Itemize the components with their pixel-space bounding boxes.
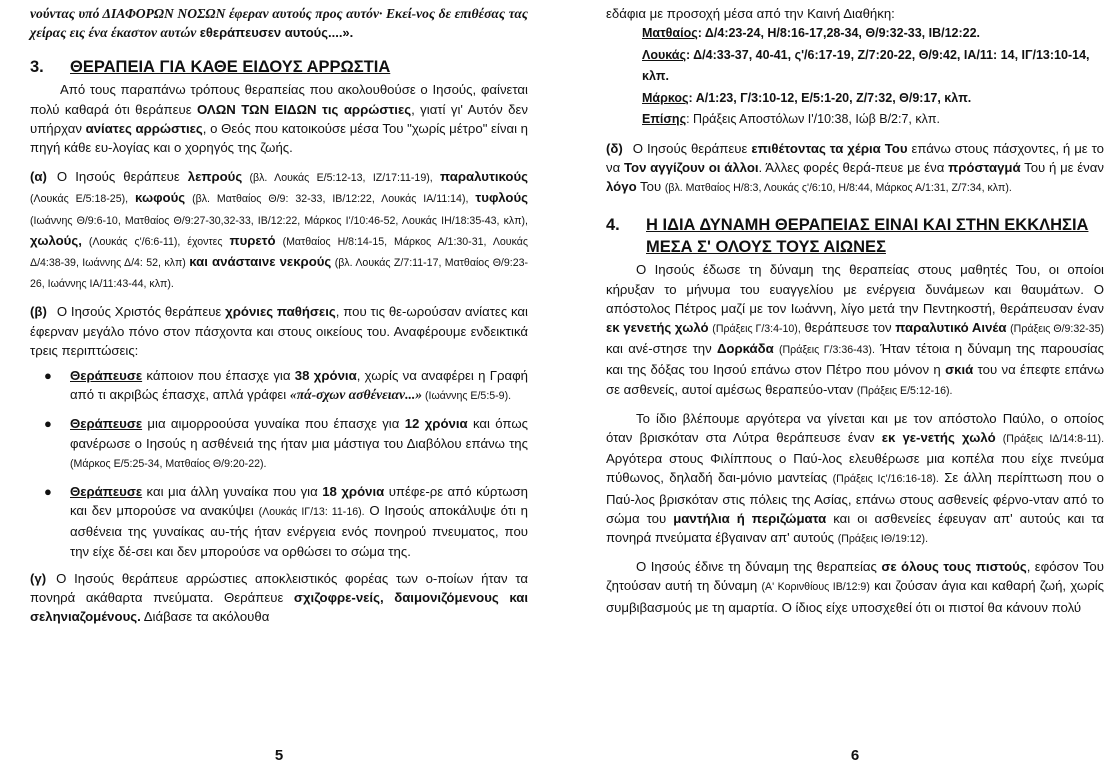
list-item: ● Θεράπευσε και μια άλλη γυναίκα που για 18 χρόνια υπέφε-ρε από κύρτωση και δεν μπορούσε να ανακύψει (Λουκάς ΙΓ/13: 11-16). Ο Ιησούς αποκάλυψε ότι η ασθένεια της γυναίκας αυ-τής ήταν ενέργεια ενός πονηρού πνευματος, που την είχε δέ-σει και δεν μπορούσε να ορθώσει το σώμα της.: [44, 484, 529, 559]
reference-mark: Μάρκος: Α/1:23, Γ/3:10-12, Ε/5:1-20, Ζ/7:32, Θ/9:17, κλπ.: [642, 90, 972, 105]
case-list: [30, 366, 528, 561]
paragraph-c: (γ) Ο Ιησούς θεράπευε αρρώστιες αποκλειστικός φορέας των ο-ποίων ήταν τα πονηρά ακάθαρτα πνεύματα. Θεράπευε σχιζοφρε-νείς, δαιμονιζόμενους και σεληνιαζομένους. Διάβασε τα ακόλουθα: [30, 570, 529, 625]
bullet-icon: ●: [44, 368, 52, 384]
list-item: ● Θεράπευσε μια αιμορροούσα γυναίκα που έπασχε για 12 χρόνια και όπως φανέρωσε ο Ιησούς η ασθένειά της ήταν μια μάστιγα του Διαβόλου επάνω της (Μάρκος Ε/5:25-34, Ματθαίος Θ/9:20-22).: [44, 416, 528, 470]
intro-line: εδάφια με προσοχή μέσα από την Καινή Διαθήκη:: [606, 6, 895, 21]
page-left: [30, 0, 528, 770]
intro-quote: νούντας υπό ΔΙΑΦΟΡΩΝ ΝΟΣΩΝ έφεραν αυτούς προς αυτόν· Εκεί-νος δε επιθέσας τας χείρας εις ένα έκαστον αυτών εθεράπευσεν αυτούς....».: [30, 6, 528, 41]
reference-matthew: Ματθαίος: Δ/4:23-24, Η/8:16-17,28-34, Θ/9:32-33, ΙΒ/12:22.: [642, 26, 981, 41]
page-number: 5: [274, 747, 284, 764]
paragraph: Ο Ιησούς έδινε τη δύναμη της θεραπείας σε όλους τους πιστούς, εφόσον Του ζητούσαν αυτή τη δύναμη (Α' Κορινθίους ΙΒ/12:9) και ζούσαν άγια και καθαρή ζωή, χωρίς συμβιβασμούς με τη αμαρτία. Ο ίδιος είχε υποσχεθεί ότι οι πιστοί θα κάνουν πολύ: [606, 559, 1104, 615]
reference-also: Επίσης: Πράξεις Αποστόλων Ι'/10:38, Ιώβ Β/2:7, κλπ.: [642, 112, 940, 127]
bullet-icon: ●: [44, 484, 52, 500]
paragraph: Από τους παραπάνω τρόπους θεραπείας που ακολουθούσε ο Ιησούς, φαίνεται πολύ καθαρά ότι θεράπευε ΟΛΩΝ ΤΩΝ ΕΙΔΩΝ τις αρρώστιες, γιατί γι' Αυτόν δεν υπήρχαν ανίατες αρρώστιες, ο Θεός που κατοικούσε μέσα Του "χωρίς μέτρο" είναι η πηγή κάθε ευ-λογίας και ο χορηγός της ζωής.: [30, 82, 528, 156]
section-heading-3: 3. ΘΕΡΑΠΕΙΑ ΓΙΑ ΚΑΘΕ ΕΙΔΟΥΣ ΑΡΡΩΣΤΙΑ: [30, 58, 391, 77]
paragraph-b: (β) Ο Ιησούς Χριστός θεράπευε χρόνιες παθήσεις, που τις θε-ωρούσαν ανίατες και έφερναν μεγάλο πόνο στον πάσχοντα και στους οικείους του. Αναφέρουμε ενδεικτικά τρεις περιπτώσεις:: [30, 304, 528, 358]
page-right: [606, 0, 1104, 770]
reference-luke: Λουκάς: Δ/4:33-37, 40-41, ς'/6:17-19, Ζ/7:20-22, Θ/9:42, ΙΑ/11: 14, ΙΓ/13:10-14, κλπ.: [642, 47, 1090, 84]
paragraph-d: (δ) Ο Ιησούς θεράπευε επιθέτοντας τα χέρια Του επάνω στους πάσχοντες, ή με το να Τον αγγίζουν οι άλλοι. Άλλες φορές θερά-πευε με ένα πρόσταγμά Του ή με έναν λόγο Του (βλ. Ματθαίος Η/8:3, Λουκάς ς'/6:10, Η/8:44, Μάρκος Α/1:31, Ζ/7:34, κλπ).: [606, 140, 1104, 195]
list-item: ● Θεράπευσε κάποιον που έπασχε για 38 χρόνια, χωρίς να αναφέρει η Γραφή από τι ακριβώς έπασχε, απλά γράφει «πά-σχων ασθένειαν...» (Ιωάννης Ε/5:5-9).: [44, 368, 528, 403]
page-number: 6: [850, 747, 860, 764]
bullet-icon: ●: [44, 416, 52, 432]
reference-list: [642, 23, 1104, 131]
paragraph: Ο Ιησούς έδωσε τη δύναμη της θεραπείας στους μαθητές Του, οι οποίοι κήρυξαν το μήνυμα του ευαγγελίου με ενέργεια δυνάμεων και θαυμάτων. Ο απόστολος Πέτρος μαζί με τον Ιωάννη, λίγο μετά την Πεντηκοστή, θεράπευσαν έναν εκ γενετής χωλό (Πράξεις Γ/3:4-10), θεράπευσε τον παραλυτικό Αινέα (Πράξεις Θ/9:32-35) και ανέ-στησε την Δορκάδα (Πράξεις Γ/3:36-43). Ήταν τέτοια η δύναμη της παρουσίας και της δόξας του Ιησού επάνω στον Πέτρο που μόνον η σκιά του να έπεφτε επάνω σε ασθενείς, αυτοί αμέσως θεραπεύο-νταν (Πράξεις Ε/5:12-16).: [606, 262, 1104, 397]
paragraph-a: (α) Ο Ιησούς θεράπευε λεπρούς (βλ. Λουκάς Ε/5:12-13, ΙΖ/17:11-19), παραλυτικούς (Λουκάς Ε/5:18-25), κωφούς (βλ. Ματθαίος Θ/9: 32-33, ΙΒ/12:22, Λουκάς ΙΑ/11:14), τυφλούς (Ιωάννης Θ/9:6-10, Ματθαίος Θ/9:27-30,32-33, ΙΒ/12:22, Μάρκος Ι'/10:46-52, Λουκάς ΙΗ/18:35-43, κλπ), χωλούς, (Λουκάς ς'/6:6-11), έχοντες πυρετό (Ματθαίος Η/8:14-15, Μάρκος Α/1:30-31, Λουκάς Δ/4:38-39, Ιωάννης Δ/4: 52, κλπ) και ανάσταινε νεκρούς (βλ. Λουκάς Ζ/7:11-17, Ματθαίος Θ/9:23-26, Ιωάννης ΙΑ/11:43-44, κλπ).: [30, 169, 529, 291]
paragraph: Το ίδιο βλέπουμε αργότερα να γίνεται και με τον απόστολο Παύλο, ο οποίος όταν βρισκόταν στα Λύτρα θεράπευσε έναν εκ γε-νετής χωλό (Πράξεις ΙΔ/14:8-11). Αργότερα στους Φιλίππους ο Παύ-λος ελευθέρωσε μια κοπέλα που είχε πνεύμα πύθωνος, δηλαδή δαι-μόνιο μαντείας (Πράξεις Ις'/16:16-18). Σε άλλη περίπτωση που ο Παύ-λος βρισκόταν στις πόλεις της Ασίας, επάνω στους ασθενείς φέρνο-νταν από το σώμα του μαντήλια ή περιζώματα και οι ασθενείες έφευγαν απ' αυτούς και τα πονηρά πνεύματα έβγαιναν απ' αυτούς (Πράξεις ΙΘ/19:12).: [606, 410, 1104, 545]
section-heading-4: 4. Η ΙΔΙΑ ΔΥΝΑΜΗ ΘΕΡΑΠΕΙΑΣ ΕΙΝΑΙ ΚΑΙ ΣΤΗΝ ΕΚΚΛΗΣΙΑ ΜΕΣΑ Σ' ΟΛΟΥΣ ΤΟΥΣ ΑΙΩΝΕΣ: [606, 216, 1089, 257]
